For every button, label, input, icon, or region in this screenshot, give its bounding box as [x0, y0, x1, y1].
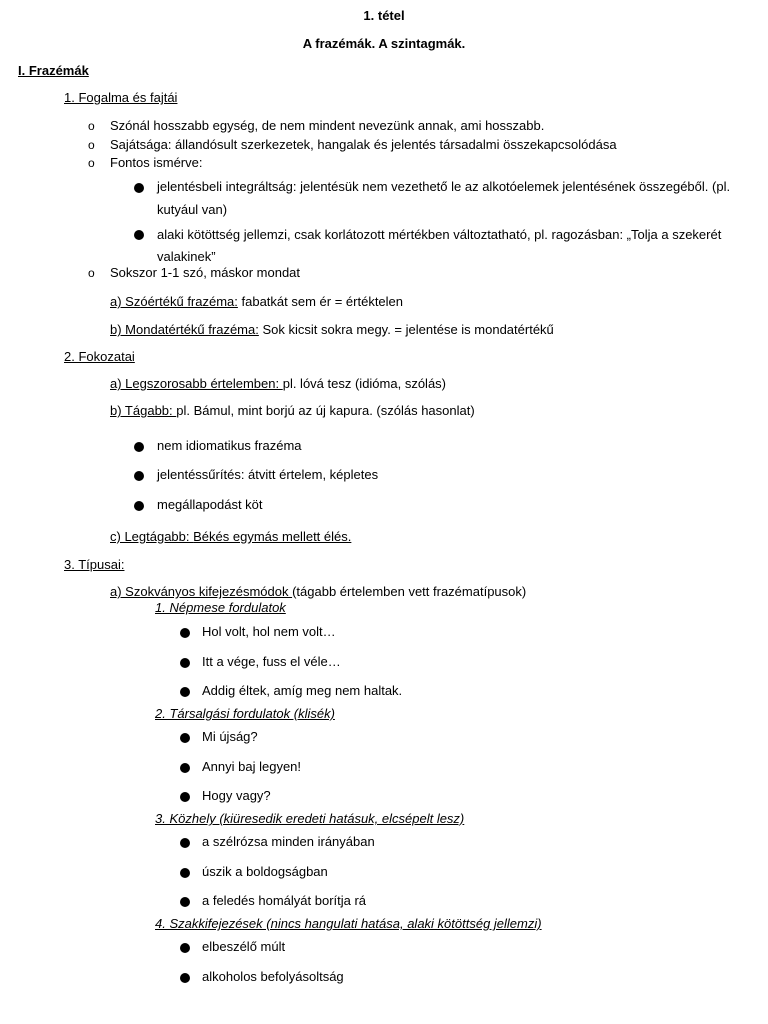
- bullet-dot-icon: [134, 471, 144, 481]
- degree-text: pl. lóvá tesz (idióma, szólás): [282, 376, 446, 391]
- type-text: (tágabb értelemben vett frazématípusok): [292, 584, 527, 599]
- type-label: a) Szokványos kifejezésmódok: [110, 584, 293, 599]
- subsection-heading-2: 2. Fokozatai: [64, 349, 135, 364]
- list-item: Szónál hosszabb egység, de nem mindent nevezünk annak, ami hosszabb.: [110, 118, 545, 133]
- degree-a-line: [110, 376, 446, 392]
- document-subtitle: A frazémák. A szintagmák.: [302, 36, 466, 51]
- list-item: Mi újság?: [202, 729, 258, 744]
- list-item: Annyi baj legyen!: [202, 759, 302, 774]
- list-item: alkoholos befolyásoltság: [202, 969, 344, 984]
- criterion-line: kutyául van): [157, 202, 228, 217]
- degree-label: a) Legszorosabb értelemben:: [110, 376, 283, 391]
- list-item: a szélrózsa minden irányában: [202, 834, 375, 849]
- subsection-heading-1: 1. Fogalma és fajtái: [64, 90, 178, 105]
- subtype-text: fabatkát sem ér = értéktelen: [237, 294, 404, 309]
- group-heading: 2. Társalgási fordulatok (klisék): [155, 706, 335, 721]
- bullet-dot-icon: [180, 658, 190, 668]
- bullet-dot-icon: [180, 628, 190, 638]
- bullet-dot-icon: [134, 501, 144, 511]
- bullet-dot-icon: [180, 838, 190, 848]
- circle-bullet-icon: o: [88, 138, 95, 152]
- degree-b-line: [110, 403, 475, 419]
- document-title: 1. tétel: [363, 8, 405, 23]
- subtype-label: a) Szóértékű frazéma:: [110, 294, 238, 309]
- bullet-dot-icon: [134, 442, 144, 452]
- group-heading: 1. Népmese fordulatok: [155, 600, 286, 615]
- circle-bullet-icon: o: [88, 156, 95, 170]
- section-heading: I. Frazémák: [18, 63, 89, 78]
- bullet-dot-icon: [180, 792, 190, 802]
- subsection-heading-3: 3. Típusai:: [64, 557, 125, 572]
- criterion-line: valakinek”: [157, 249, 216, 264]
- criterion-line: jelentésbeli integráltság: jelentésük nem vezethető le az alkotóelemek jelentésének összegéből. (pl.: [157, 179, 731, 194]
- degree-c-line: [110, 529, 351, 545]
- subtype-b-line: [110, 322, 554, 338]
- list-item: Hol volt, hol nem volt…: [202, 624, 336, 639]
- group-heading: 4. Szakkifejezések (nincs hangulati hatása, alaki kötöttség jellemzi): [155, 916, 542, 931]
- circle-bullet-icon: o: [88, 266, 95, 280]
- list-item: Hogy vagy?: [202, 788, 271, 803]
- bullet-dot-icon: [180, 733, 190, 743]
- circle-bullet-icon: o: [88, 119, 95, 133]
- list-item: Fontos ismérve:: [110, 155, 203, 170]
- bullet-dot-icon: [180, 897, 190, 907]
- type-a-line: [110, 584, 526, 600]
- list-item: nem idiomatikus frazéma: [157, 438, 302, 453]
- group-heading: 3. Közhely (kiüresedik eredeti hatásuk, elcsépelt lesz): [155, 811, 465, 826]
- degree-text: Békés egymás mellett élés.: [193, 529, 352, 544]
- criterion-line: alaki kötöttség jellemzi, csak korlátozott mértékben változtatható, pl. ragozásban: „Tolja a szekerét: [157, 227, 722, 242]
- bullet-dot-icon: [180, 687, 190, 697]
- bullet-dot-icon: [180, 868, 190, 878]
- bullet-dot-icon: [180, 763, 190, 773]
- list-item: megállapodást köt: [157, 497, 263, 512]
- degree-label: c) Legtágabb:: [110, 529, 194, 544]
- subtype-text: Sok kicsit sokra megy. = jelentése is mondatértékű: [258, 322, 554, 337]
- subtype-a-line: [110, 294, 403, 310]
- list-item: Sokszor 1-1 szó, máskor mondat: [110, 265, 301, 280]
- list-item: a feledés homályát borítja rá: [202, 893, 367, 908]
- list-item: úszik a boldogságban: [202, 864, 328, 879]
- subtype-label: b) Mondatértékű frazéma:: [110, 322, 259, 337]
- bullet-dot-icon: [134, 230, 144, 240]
- bullet-dot-icon: [180, 973, 190, 983]
- list-item: Sajátsága: állandósult szerkezetek, hangalak és jelentés társadalmi összekapcsolódása: [110, 137, 617, 152]
- bullet-dot-icon: [180, 943, 190, 953]
- list-item: Addig éltek, amíg meg nem haltak.: [202, 683, 403, 698]
- list-item: elbeszélő múlt: [202, 939, 286, 954]
- bullet-dot-icon: [134, 183, 144, 193]
- list-item: jelentéssűrítés: átvitt értelem, képletes: [157, 467, 379, 482]
- degree-label: b) Tágabb:: [110, 403, 177, 418]
- degree-text: pl. Bámul, mint borjú az új kapura. (szólás hasonlat): [176, 403, 475, 418]
- list-item: Itt a vége, fuss el véle…: [202, 654, 341, 669]
